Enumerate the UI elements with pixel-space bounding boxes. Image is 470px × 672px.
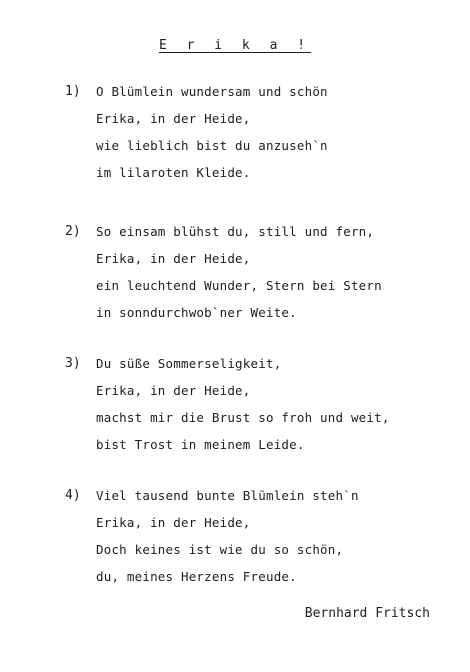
verse-line: O Blümlein wundersam und schön [96,84,328,99]
verse-line: Viel tausend bunte Blümlein steh`n [96,488,359,503]
verse-line: machst mir die Brust so froh und weit, [96,410,390,425]
verse-line: Doch keines ist wie du so schön, [96,542,344,557]
stanza-number: 2) [65,224,81,239]
verse-line: Erika, in der Heide, [96,111,251,126]
verse-line: Erika, in der Heide, [96,251,251,266]
author-signature: Bernhard Fritsch [304,606,430,621]
verse-line: wie lieblich bist du anzuseh`n [96,138,328,153]
verse-line: im lilaroten Kleide. [96,165,251,180]
verse-line: Erika, in der Heide, [96,383,251,398]
stanza-lines [96,218,382,326]
verse-line: Erika, in der Heide, [96,515,251,530]
verse-line: bist Trost in meinem Leide. [96,437,305,452]
stanza-number: 4) [65,488,81,503]
verse-line: Du süße Sommerseligkeit, [96,356,282,371]
verse-line: du, meines Herzens Freude. [96,569,297,584]
stanza-lines [96,482,359,590]
stanza-number: 3) [65,356,81,371]
poem-title: E r i k a ! [158,38,312,53]
stanza-number: 1) [65,84,81,99]
verse-line: So einsam blühst du, still und fern, [96,224,375,239]
verse-line: in sonndurchwob`ner Weite. [96,305,297,320]
verse-line: ein leuchtend Wunder, Stern bei Stern [96,278,382,293]
stanza-lines [96,78,328,186]
stanza-lines [96,350,390,458]
